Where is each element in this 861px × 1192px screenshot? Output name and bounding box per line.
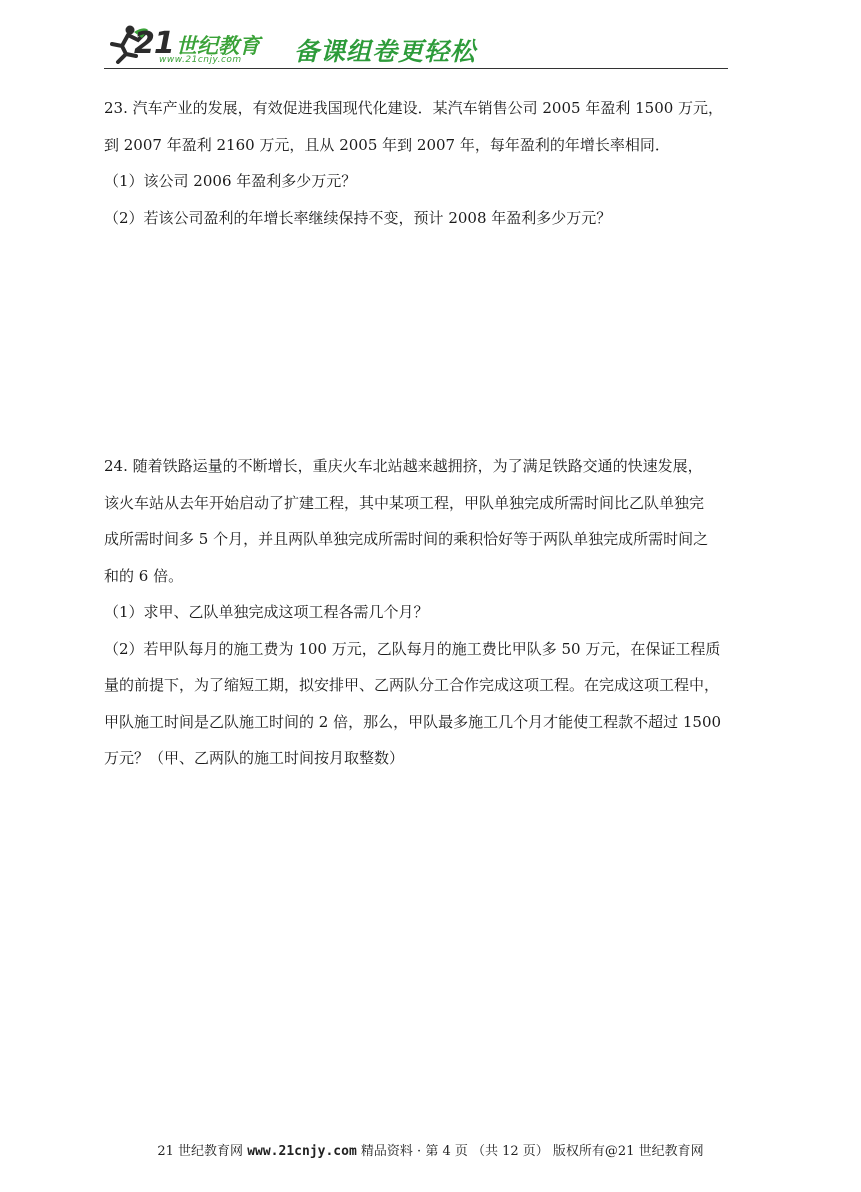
logo-url: www.21cnjy.com <box>159 55 242 65</box>
footer-page-info: 精品资料 · 第 4 页 （共 12 页） 版权所有@21 世纪教育网 <box>360 1144 704 1159</box>
question-line: 到 2007 年盈利 2160 万元，且从 2005 年到 2007 年，每年盈利的年增长率相同． <box>104 135 670 154</box>
question-24 <box>104 448 760 777</box>
header-slogan: 备课组卷更轻松 <box>294 37 477 66</box>
question-line: 成所需时间多 5 个月，并且两队单独完成所需时间的乘积恰好等于两队单独完成所需时间之 <box>104 530 709 548</box>
sub-question-line: （2）若甲队每月的施工费为 100 万元，乙队每月的施工费比甲队多 50 万元，在保证工程质 <box>104 639 721 658</box>
sub-question-line: （1）该公司 2006 年盈利多少万元？ <box>104 172 357 190</box>
question-line: 该火车站从去年开始启动了扩建工程，其中某项工程，甲队单独完成所需时间比乙队单独完 <box>104 493 705 512</box>
header-divider <box>104 68 728 69</box>
sub-question-line: （2）若该公司盈利的年增长率继续保持不变，预计 2008 年盈利多少万元？ <box>104 208 612 227</box>
sub-question-line: 甲队施工时间是乙队施工时间的 2 倍，那么，甲队最多施工几个月才能使工程款不超过 1500 <box>104 712 722 731</box>
page-header <box>104 22 728 72</box>
question-23 <box>104 90 760 236</box>
footer-url: www.21cnjy.com <box>247 1144 357 1159</box>
sub-question-line: 万元？（甲、乙两队的施工时间按月取整数） <box>104 749 405 767</box>
logo-text: 世纪教育 <box>176 34 260 58</box>
footer-site: 21 世纪教育网 <box>157 1144 244 1159</box>
logo-number: 21 <box>134 26 174 61</box>
question-line: 24. 随着铁路运量的不断增长，重庆火车北站越来越拥挤，为了满足铁路交通的快速发展， <box>104 457 703 475</box>
sub-question-line: 量的前提下，为了缩短工期，拟安排甲、乙两队分工合作完成这项工程。在完成这项工程中， <box>104 676 720 694</box>
sub-question-line: （1）求甲、乙队单独完成这项工程各需几个月？ <box>104 603 429 621</box>
question-line: 23. 汽车产业的发展，有效促进我国现代化建设．某汽车销售公司 2005 年盈利 1500 万元， <box>104 99 724 117</box>
question-line: 和的 6 倍。 <box>104 566 184 585</box>
page-footer <box>0 1140 861 1159</box>
